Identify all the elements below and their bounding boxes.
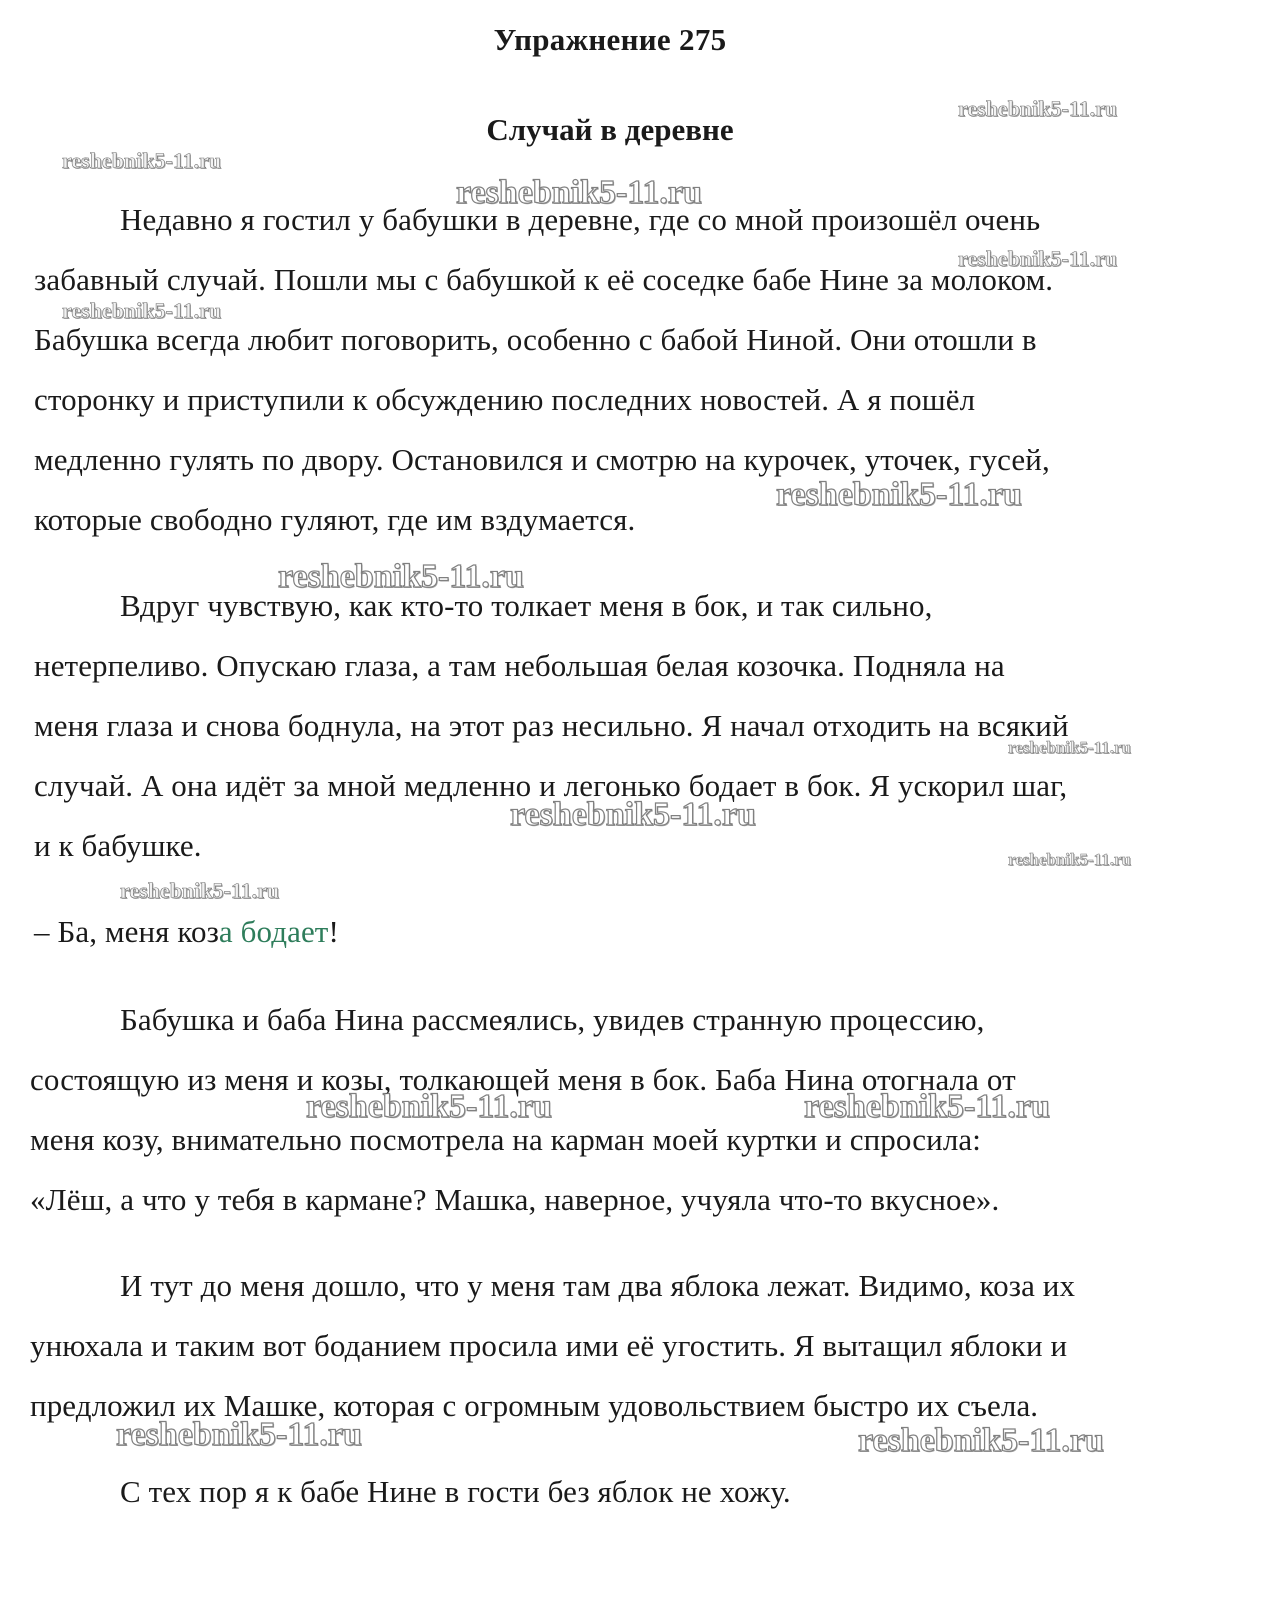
watermark: reshebnik5-11.ru [1008,738,1131,757]
text-line: состоящую из меня и козы, толкающей меня в бок. Баба Нина отогнала от [30,1062,1016,1097]
dialogue-suffix: ! [328,914,339,949]
text-line: которые свободно гуляют, где им вздумается. [34,502,636,537]
exercise-title: Упражнение 275 [493,22,727,57]
watermark: reshebnik5-11.ru [116,1416,362,1453]
watermark: reshebnik5-11.ru [804,1088,1050,1125]
dialogue-prefix: – Ба, меня коз [34,914,219,949]
watermark: reshebnik5-11.ru [62,148,222,173]
text-line: «Лёш, а что у тебя в кармане? Машка, наверное, учуяла что-то вкусное». [30,1182,1000,1217]
watermark: reshebnik5-11.ru [858,1422,1104,1459]
watermark: reshebnik5-11.ru [306,1088,552,1125]
text-line: унюхала и таким вот боданием просила ими её угостить. Я вытащил яблоки и [30,1328,1068,1363]
text-line: Вдруг чувствую, как кто-то толкает меня в бок, и так сильно, [120,588,933,623]
watermark: reshebnik5-11.ru [958,96,1118,121]
story-title: Случай в деревне [486,112,734,147]
text-line: и к бабушке. [34,828,202,863]
watermark: reshebnik5-11.ru [958,246,1118,271]
watermark: reshebnik5-11.ru [62,298,222,323]
text-line: И тут до меня дошло, что у меня там два яблока лежат. Видимо, коза их [120,1268,1076,1303]
text-line: Бабушка всегда любит поговорить, особенно с бабой Ниной. Они отошли в [34,322,1037,357]
watermark: reshebnik5-11.ru [456,174,702,211]
text-line: Бабушка и баба Нина рассмеялись, увидев странную процессию, [120,1002,985,1037]
watermark: reshebnik5-11.ru [278,558,524,595]
text-line: меня глаза и снова боднула, на этот раз несильно. Я начал отходить на всякий [34,708,1069,743]
dialogue-line [34,914,339,950]
text-line: предложил их Машке, которая с огромным удовольствием быстро их съела. [30,1388,1039,1423]
text-line: медленно гулять по двору. Остановился и смотрю на курочек, уточек, гусей, [34,442,1050,477]
text-line: меня козу, внимательно посмотрела на карман моей куртки и спросила: [30,1122,981,1157]
watermark: reshebnik5-11.ru [510,796,756,833]
text-line: Недавно я гостил у бабушки в деревне, где со мной произошёл очень [120,202,1041,237]
watermark: reshebnik5-11.ru [120,878,280,903]
text-line: сторонку и приступили к обсуждению последних новостей. А я пошёл [34,382,976,417]
watermark: reshebnik5-11.ru [1008,850,1131,869]
text-line: случай. А она идёт за мной медленно и легонько бодает в бок. Я ускорил шаг, [34,768,1068,803]
text-line: забавный случай. Пошли мы с бабушкой к её соседке бабе Нине за молоком. [34,262,1054,297]
watermark: reshebnik5-11.ru [776,476,1022,513]
text-line: нетерпеливо. Опускаю глаза, а там небольшая белая козочка. Подняла на [34,648,1005,683]
text-line: С тех пор я к бабе Нине в гости без яблок не хожу. [120,1474,791,1509]
dialogue-highlight: а бодает [218,914,329,949]
